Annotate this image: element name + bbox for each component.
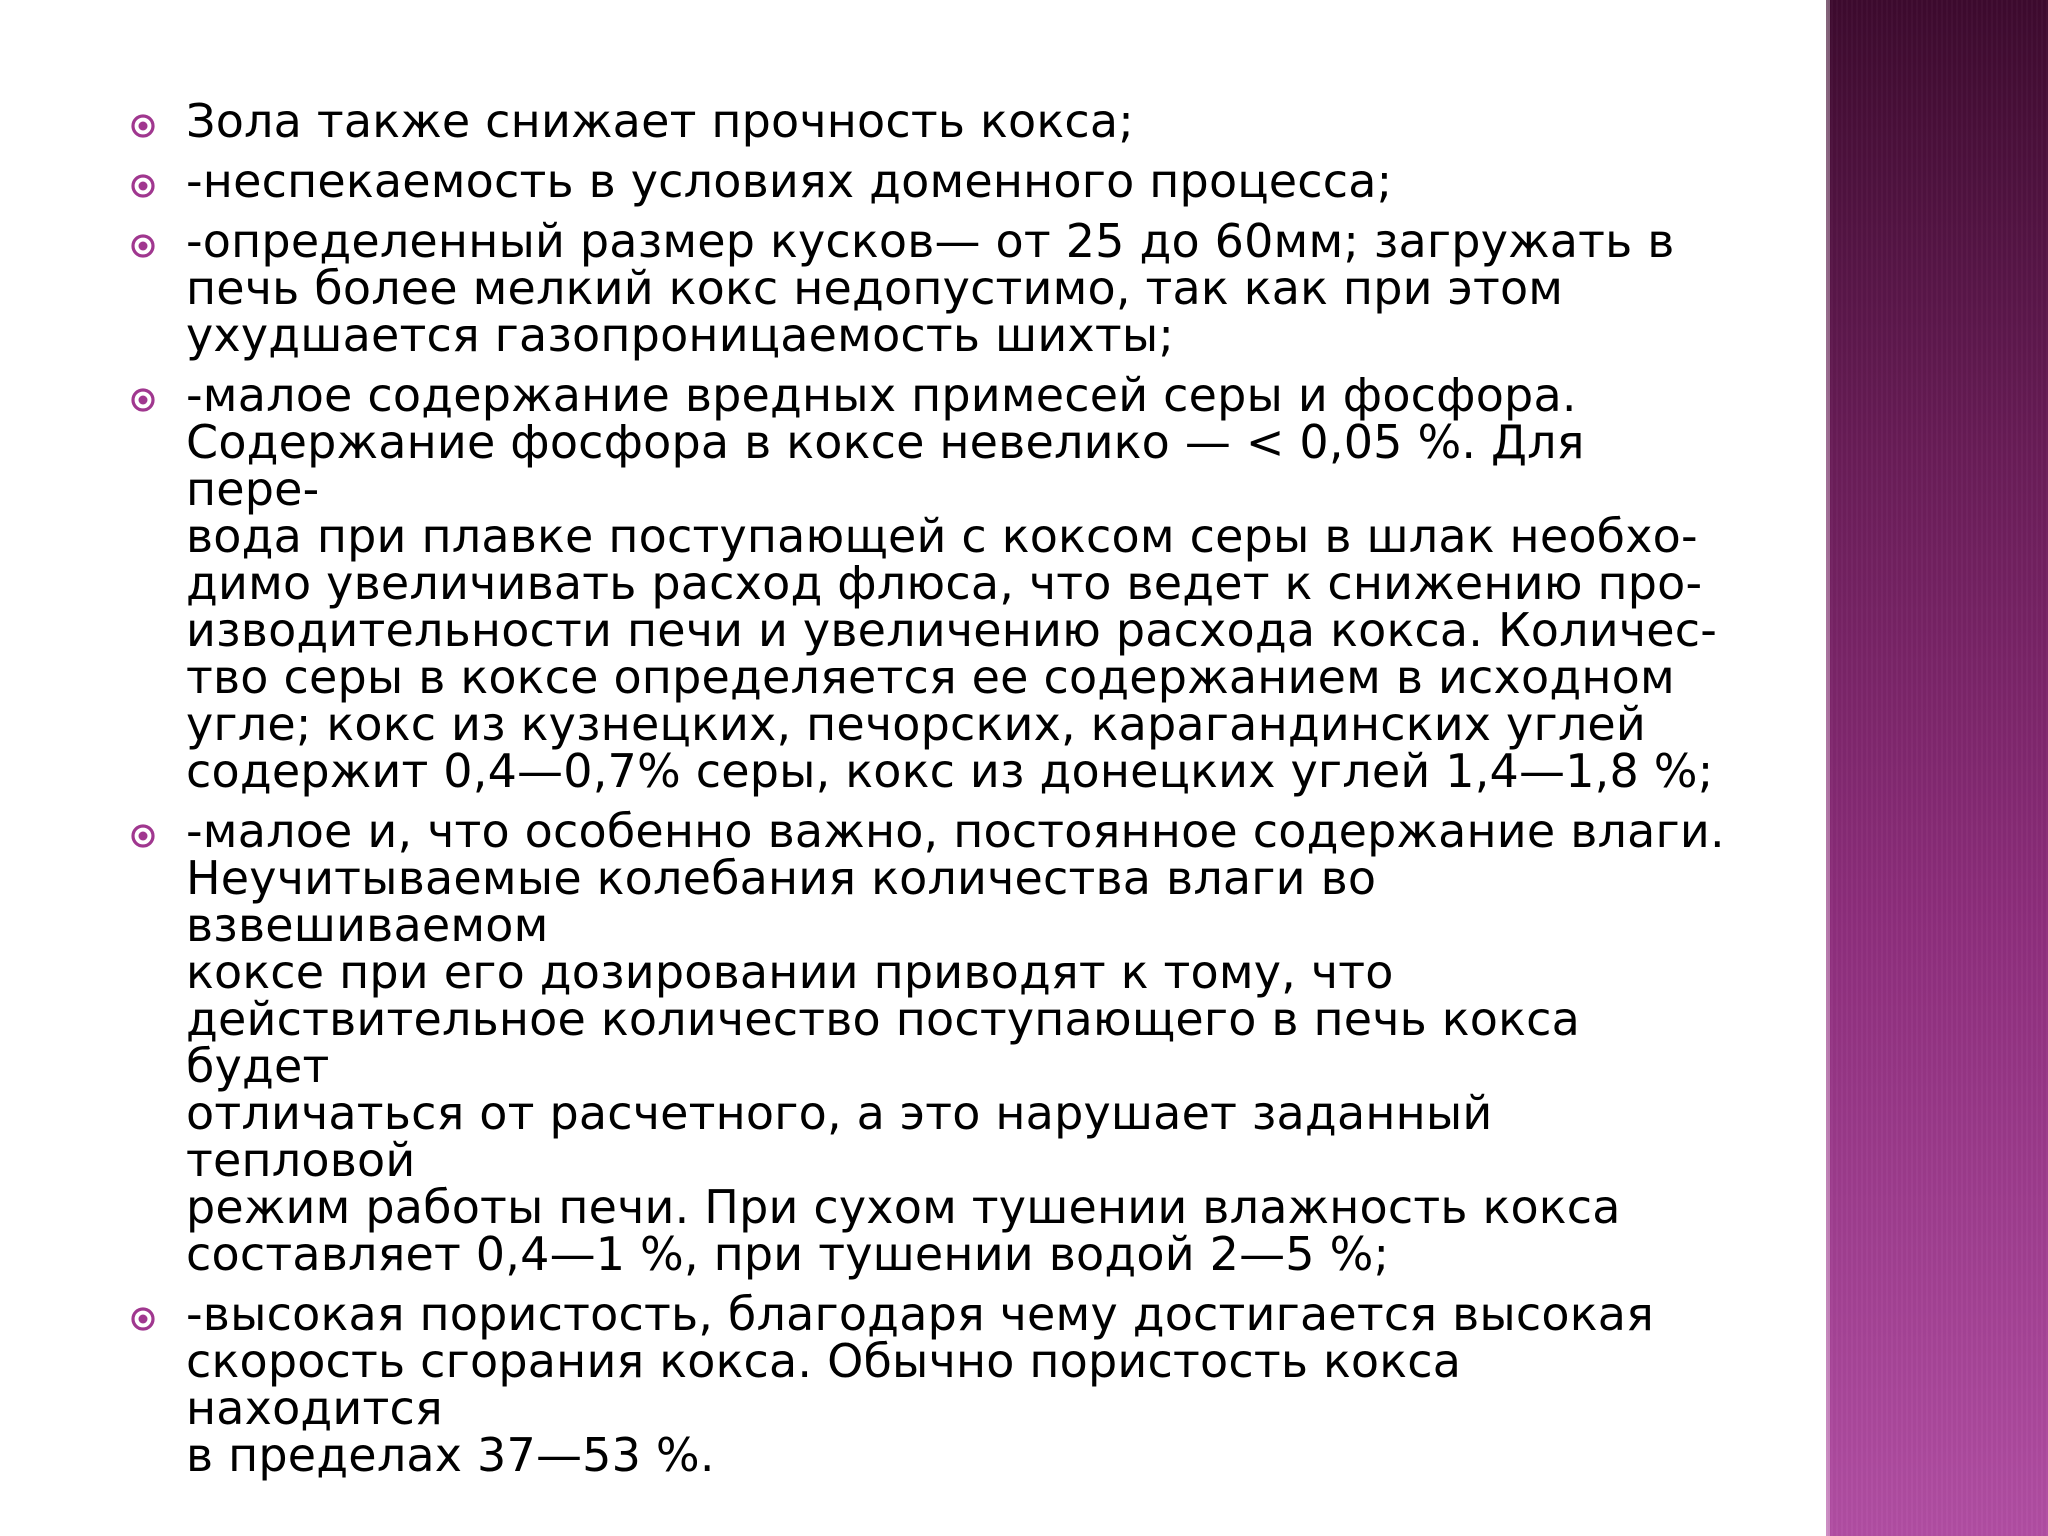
bullet-list — [130, 94, 1730, 1482]
list-item — [130, 1287, 1730, 1482]
list-item — [130, 368, 1730, 798]
slide-content — [130, 94, 1730, 1492]
ring-bullet-icon — [130, 113, 156, 139]
bullet-text: -малое содержание вредных примесей серы и фосфора. Содержание фосфора в коксе невелико — < 0,05 %. Для пере- вода при плавке поступающей с коксом серы в шлак необхо- димо увеличивать расход флюса, что ведет к снижению про- изводительности печи и увеличению расхода кокса. Количес- тво серы в коксе определяется ее содержанием в исходном угле; кокс из кузнецких, печорских, карагандинских углей содержит 0,4—0,7% серы, кокс из донецких углей 1,4—1,8 %; — [186, 368, 1718, 798]
bullet-text: -определенный размер кусков— от 25 до 60мм; загружать в печь более мелкий кокс недопустимо, так как при этом ухудшается газопроницаемость шихты; — [186, 214, 1675, 362]
bullet-text: Зола также снижает прочность кокса; — [186, 94, 1134, 148]
ring-bullet-icon — [130, 233, 156, 259]
list-item — [130, 154, 1730, 208]
bullet-text: -неспекаемость в условиях доменного процесса; — [186, 154, 1393, 208]
bullet-text: -малое и, что особенно важно, постоянное содержание влаги. Неучитываемые колебания количества влаги во взвешиваемом коксе при его дозировании приводят к тому, что действительное количество поступающего в печь кокса будет отличаться от расчетного, а это нарушает заданный тепловой режим работы печи. При сухом тушении влажность кокса составляет 0,4—1 %, при тушении водой 2—5 %; — [186, 804, 1725, 1281]
ring-bullet-icon — [130, 173, 156, 199]
ring-bullet-icon — [130, 823, 156, 849]
list-item — [130, 804, 1730, 1281]
ring-bullet-icon — [130, 387, 156, 413]
decorative-side-bar — [1826, 0, 2048, 1536]
bullet-text: -высокая пористость, благодаря чему достигается высокая скорость сгорания кокса. Обычно пористость кокса находится в пределах 37—53 %. — [186, 1287, 1654, 1482]
ring-bullet-icon — [130, 1306, 156, 1332]
list-item — [130, 214, 1730, 362]
list-item — [130, 94, 1730, 148]
